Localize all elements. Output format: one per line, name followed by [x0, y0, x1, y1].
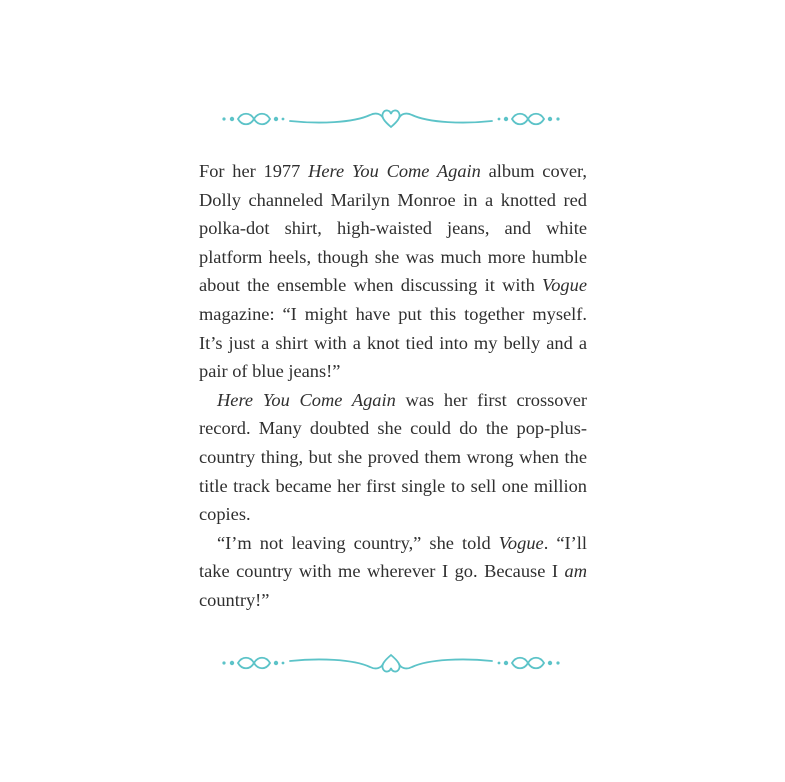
body-text — [199, 157, 587, 615]
heart-scroll-ornament-icon — [218, 106, 564, 132]
paragraph-3-text: . “I’ll take country with me wherever I go. Because I — [199, 532, 587, 582]
album-title: Here You Come Again — [217, 389, 396, 410]
paragraph-1-text: magazine: “I might have put this together myself. It’s just a shirt with a knot tied into my belly and a pair of blue jeans!” — [199, 303, 587, 382]
magazine-title: Vogue — [498, 532, 544, 553]
paragraph-1-text: album cover, Dolly channeled Marilyn Monroe in a knotted red polka-dot shirt, high-waisted jeans, and white platform heels, though she was much more humble about the ensemble when discussing it with — [199, 161, 587, 296]
paragraph-3 — [199, 529, 587, 615]
paragraph-1-text: For her 1977 — [199, 161, 309, 181]
heart-scroll-ornament-icon — [218, 650, 564, 676]
ornament-graphic — [218, 650, 564, 676]
paragraph-3-text: “I’m not leaving country,” she told — [217, 532, 499, 553]
ornament-graphic — [218, 106, 564, 132]
paragraph-1 — [199, 157, 587, 386]
album-title: Here You Come Again — [308, 161, 481, 181]
paragraph-2-text: was her first crossover record. Many doubted she could do the pop-plus-country thing, but she proved them wrong when the title track became her first single to sell one million copies. — [199, 389, 587, 525]
magazine-title: Vogue — [542, 275, 587, 296]
paragraph-3-text: country!” — [199, 589, 270, 610]
paragraph-2 — [199, 386, 587, 529]
emphasis-word: am — [564, 561, 587, 582]
